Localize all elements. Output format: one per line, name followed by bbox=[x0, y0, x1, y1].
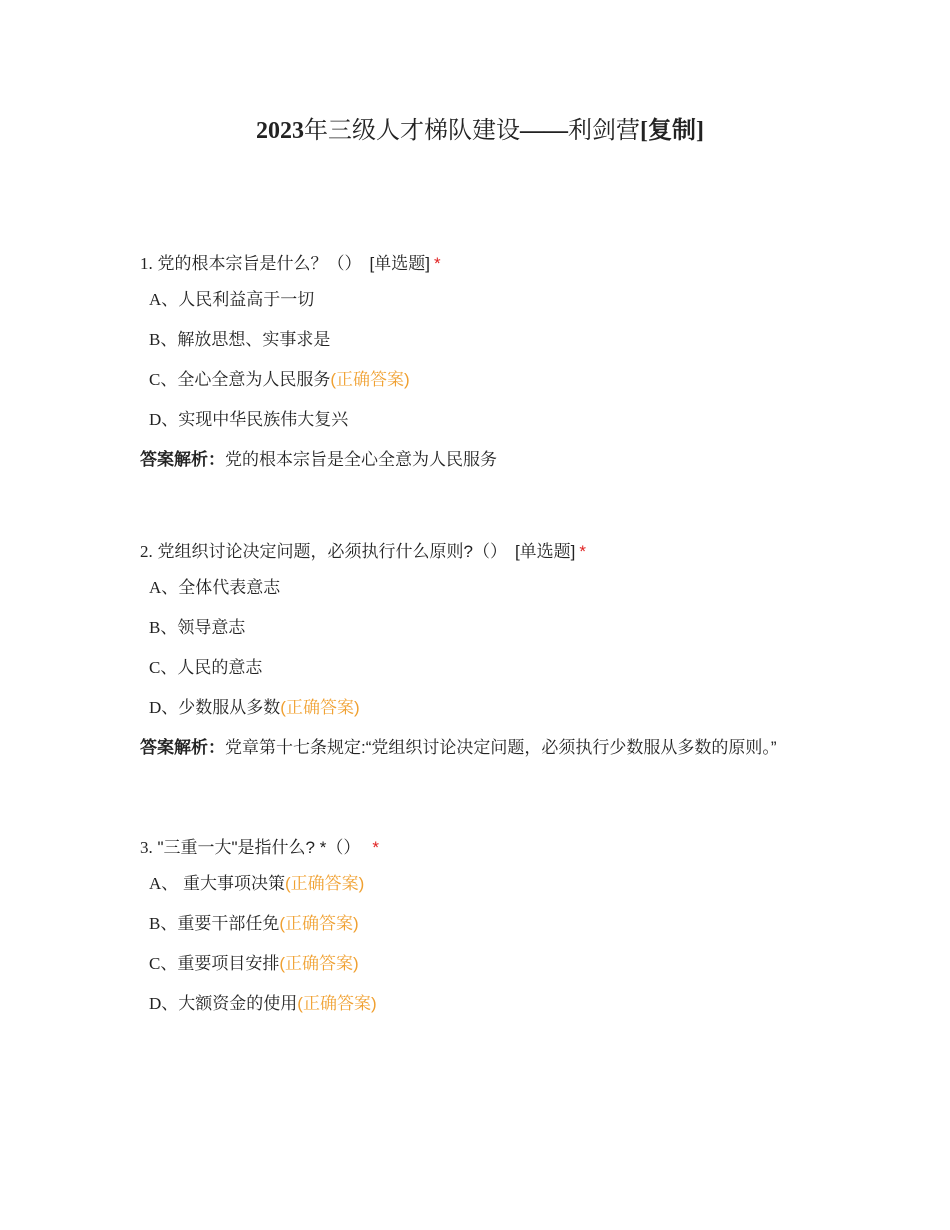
option-letter: C、 bbox=[149, 658, 178, 677]
title-name: 利剑营 bbox=[568, 118, 640, 144]
option-letter: D、 bbox=[149, 994, 179, 1013]
option-text: 领导意志 bbox=[177, 618, 246, 637]
option-c[interactable] bbox=[140, 656, 820, 696]
option-letter: C、 bbox=[149, 954, 178, 973]
option-letter: A、 bbox=[149, 290, 179, 309]
question-text: "三重一大"是指什么? *（） bbox=[157, 838, 361, 857]
option-text: 重要项目安排 bbox=[177, 954, 280, 973]
option-b[interactable] bbox=[140, 912, 820, 952]
option-text: 实现中华民族伟大复兴 bbox=[178, 410, 349, 429]
option-text: 重大事项决策 bbox=[178, 874, 286, 893]
analysis-label: 答案解析： bbox=[140, 738, 225, 757]
option-text: 解放思想、实事求是 bbox=[177, 330, 331, 349]
option-text: 人民利益高于一切 bbox=[178, 290, 315, 309]
option-letter: A、 bbox=[149, 578, 179, 597]
option-c[interactable] bbox=[140, 368, 820, 408]
analysis-text: 党章第十七条规定:“党组织讨论决定问题，必须执行少数服从多数的原则。” bbox=[225, 738, 777, 757]
required-marker: * bbox=[372, 838, 379, 857]
option-a[interactable] bbox=[140, 576, 820, 616]
question-number: 2. bbox=[140, 542, 153, 561]
title-suffix: [复制] bbox=[640, 118, 704, 144]
question-3 bbox=[140, 836, 820, 1032]
option-d[interactable] bbox=[140, 992, 820, 1032]
option-d[interactable] bbox=[140, 408, 820, 448]
option-letter: D、 bbox=[149, 410, 179, 429]
answer-analysis bbox=[140, 736, 820, 760]
question-number: 3. bbox=[140, 838, 153, 857]
option-letter: B、 bbox=[149, 330, 178, 349]
question-1 bbox=[140, 252, 820, 472]
option-b[interactable] bbox=[140, 616, 820, 656]
option-text: 重要干部任免 bbox=[177, 914, 280, 933]
title-middle: 年三级人才梯队建设 bbox=[304, 118, 520, 144]
option-letter: C、 bbox=[149, 370, 178, 389]
title-dash: —— bbox=[520, 118, 568, 144]
question-number: 1. bbox=[140, 254, 153, 273]
page-title bbox=[0, 110, 950, 145]
required-marker: * bbox=[433, 254, 441, 273]
option-letter: D、 bbox=[149, 698, 179, 717]
question-list bbox=[140, 252, 820, 1084]
question-header bbox=[140, 836, 820, 860]
analysis-text: 党的根本宗旨是全心全意为人民服务 bbox=[225, 450, 497, 469]
option-text: 全体代表意志 bbox=[178, 578, 281, 597]
option-b[interactable] bbox=[140, 328, 820, 368]
option-text: 全心全意为人民服务 bbox=[177, 370, 331, 389]
option-letter: B、 bbox=[149, 618, 178, 637]
question-header bbox=[140, 540, 820, 564]
correct-answer-tag: (正确答案) bbox=[279, 914, 359, 933]
question-header bbox=[140, 252, 820, 276]
option-text: 人民的意志 bbox=[177, 658, 263, 677]
analysis-label: 答案解析： bbox=[140, 450, 225, 469]
option-letter: B、 bbox=[149, 914, 178, 933]
correct-answer-tag: (正确答案) bbox=[285, 874, 365, 893]
option-a[interactable] bbox=[140, 288, 820, 328]
answer-analysis bbox=[140, 448, 820, 472]
option-d[interactable] bbox=[140, 696, 820, 736]
correct-answer-tag: (正确答案) bbox=[279, 954, 359, 973]
option-c[interactable] bbox=[140, 952, 820, 992]
question-2 bbox=[140, 540, 820, 760]
question-text: 党组织讨论决定问题，必须执行什么原则?（） bbox=[157, 542, 507, 561]
option-letter: A、 bbox=[149, 874, 179, 893]
title-year: 2023 bbox=[256, 118, 304, 144]
question-type: [单选题] bbox=[369, 254, 430, 273]
option-text: 大额资金的使用 bbox=[178, 994, 298, 1013]
question-type: [单选题] bbox=[514, 542, 576, 561]
correct-answer-tag: (正确答案) bbox=[330, 370, 410, 389]
option-text: 少数服从多数 bbox=[178, 698, 281, 717]
option-a[interactable] bbox=[140, 872, 820, 912]
required-marker: * bbox=[579, 542, 587, 561]
question-text: 党的根本宗旨是什么？（） bbox=[157, 254, 362, 273]
correct-answer-tag: (正确答案) bbox=[297, 994, 377, 1013]
correct-answer-tag: (正确答案) bbox=[280, 698, 360, 717]
